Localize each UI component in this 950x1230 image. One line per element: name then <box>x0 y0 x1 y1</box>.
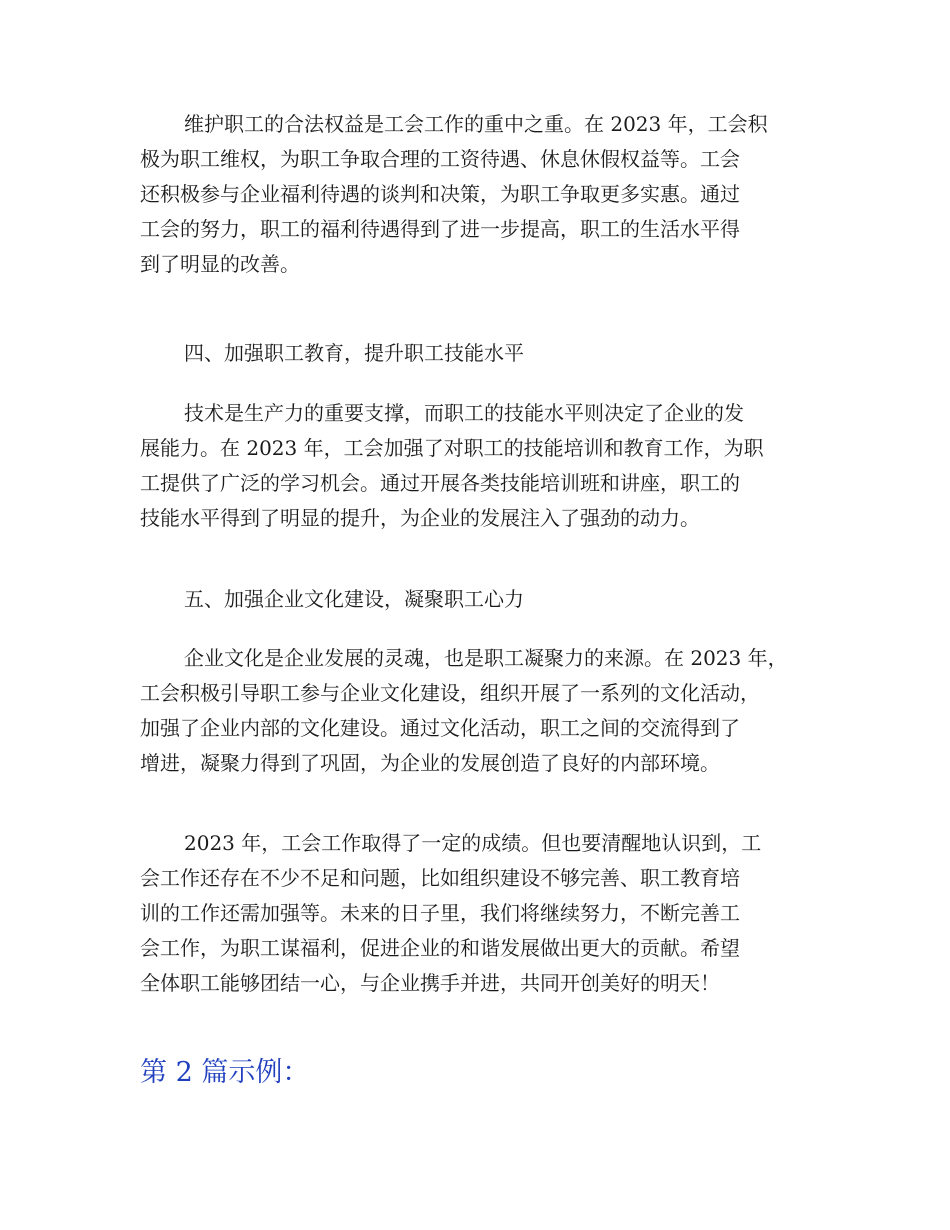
paragraph-line: 展能力。在 2023 年，工会加强了对职工的技能培训和教育工作，为职 <box>140 436 764 460</box>
paragraph-line: 工提供了广泛的学习机会。通过开展各类技能培训班和讲座，职工的 <box>140 471 740 495</box>
paragraph-skills-training <box>140 396 820 536</box>
paragraph-line: 企业文化是企业发展的灵魂，也是职工凝聚力的来源。在 2023 年， <box>184 646 788 670</box>
paragraph-conclusion <box>140 826 820 1001</box>
paragraph-line: 全体职工能够团结一心，与企业携手并进，共同开创美好的明天！ <box>140 971 720 995</box>
paragraph-line: 维护职工的合法权益是工会工作的重中之重。在 2023 年，工会积 <box>184 112 768 136</box>
paragraph-line: 工会的努力，职工的福利待遇得到了进一步提高，职工的生活水平得 <box>140 217 740 241</box>
paragraph-line: 加强了企业内部的文化建设。通过文化活动，职工之间的交流得到了 <box>140 716 740 740</box>
paragraph-line: 2023 年，工会工作取得了一定的成绩。但也要清醒地认识到，工 <box>184 831 762 855</box>
paragraph-line: 技能水平得到了明显的提升，为企业的发展注入了强劲的动力。 <box>140 506 700 530</box>
paragraph-line: 到了明显的改善。 <box>140 252 300 276</box>
paragraph-line: 工会积极引导职工参与企业文化建设，组织开展了一系列的文化活动， <box>140 681 760 705</box>
paragraph-line: 训的工作还需加强等。未来的日子里，我们将继续努力，不断完善工 <box>140 901 740 925</box>
paragraph-line: 技术是生产力的重要支撑，而职工的技能水平则决定了企业的发 <box>184 401 744 425</box>
paragraph-workers-rights <box>140 107 820 282</box>
paragraph-corporate-culture <box>140 641 820 781</box>
section-title-example-two: 第 2 篇示例： <box>140 1057 310 1088</box>
paragraph-line: 增进，凝聚力得到了巩固，为企业的发展创造了良好的内部环境。 <box>140 751 720 775</box>
paragraph-line: 会工作，为职工谋福利，促进企业的和谐发展做出更大的贡献。希望 <box>140 936 740 960</box>
paragraph-line: 极为职工维权，为职工争取合理的工资待遇、休息休假权益等。工会 <box>140 147 740 171</box>
heading-section-five: 五、加强企业文化建设，凝聚职工心力 <box>184 587 524 611</box>
paragraph-line: 会工作还存在不少不足和问题，比如组织建设不够完善、职工教育培 <box>140 866 740 890</box>
paragraph-line: 还积极参与企业福利待遇的谈判和决策，为职工争取更多实惠。通过 <box>140 182 740 206</box>
heading-section-four: 四、加强职工教育，提升职工技能水平 <box>184 341 524 365</box>
